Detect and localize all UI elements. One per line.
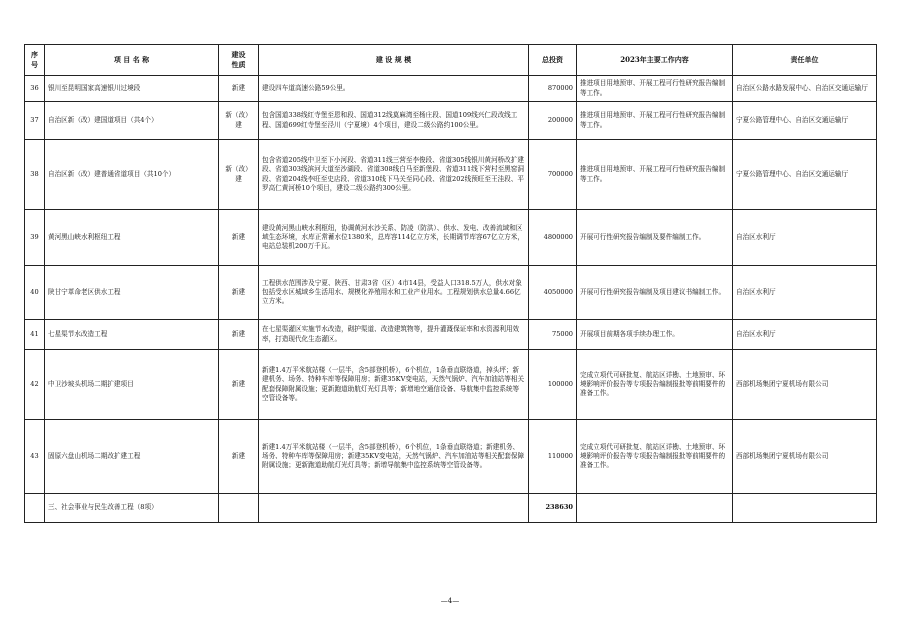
cell-name: 银川至昆明国家高速银川过境段 bbox=[45, 76, 219, 102]
header-no: 序号 bbox=[25, 45, 45, 76]
cell-kind: 新建 bbox=[219, 350, 259, 420]
section-title: 三、社会事业与民生改善工程（8项） bbox=[45, 494, 219, 523]
cell-unit: 宁夏公路管理中心、自治区交通运输厅 bbox=[733, 102, 877, 140]
page-number: —4— bbox=[440, 597, 460, 605]
cell-scale: 建设黄河黑山峡水利枢纽，协调黄河水沙关系、防凌（防洪）、供水、发电、改善流域和区域生态环境，水库正常蓄水位1380米，总库容114亿立方米，长期调节库容67亿立方米，电站总装机200万千瓦。 bbox=[259, 210, 529, 266]
cell-name: 自治区新（改）建普通省道项目（共10个） bbox=[45, 140, 219, 210]
cell-name: 黄河黑山峡水利枢纽工程 bbox=[45, 210, 219, 266]
cell-work: 推进项目用地预审、开展工程可行性研究报告编制等工作。 bbox=[577, 102, 733, 140]
cell-scale: 包含省道205线中卫至下小河段、省道311线三营至李俊段、省道305线银川黄河桥改扩建段、省道303线滨河大道至沙湖段、省道308线白马至新堡段、省道311线下营村至黑窑洞段、省道204线李旺至史店段、省道310线下马关至同心段、省道202线预旺至王洼段、平罗高仁黄河桥10个项目，建设二级公路约300公里。 bbox=[259, 140, 529, 210]
header-invest: 总投资 bbox=[529, 45, 577, 76]
header-kind: 建设 性质 bbox=[219, 45, 259, 76]
cell-kind: 新建 bbox=[219, 266, 259, 320]
table-row bbox=[25, 210, 877, 266]
cell-unit: 自治区水利厅 bbox=[733, 320, 877, 350]
cell-work: 完成立项代可研批复、航站区详勘、土地预审、环境影响评价报告等专项报告编制报批等前期要件的准备工作。 bbox=[577, 420, 733, 494]
cell-scale: 包含国道338线红寺堡至恩和段、国道312线莫麻湾至杨庄段、国道109线兴仁段改线工程、国道699红寺堡至泾川（宁夏境）4个项目，建设二级公路约100公里。 bbox=[259, 102, 529, 140]
header-unit: 责任单位 bbox=[733, 45, 877, 76]
cell-name: 固原六盘山机场二期改扩建工程 bbox=[45, 420, 219, 494]
cell-no: 43 bbox=[25, 420, 45, 494]
cell-work: 开展可行性研究报告编制及要件编制工作。 bbox=[577, 210, 733, 266]
cell-invest: 4050000 bbox=[529, 266, 577, 320]
cell-kind: 新建 bbox=[219, 420, 259, 494]
cell-invest: 100000 bbox=[529, 350, 577, 420]
cell-kind: 新建 bbox=[219, 76, 259, 102]
cell-scale: 在七星渠灌区实施节水改造，砌护渠道、改造建筑物等，提升灌溉保证率和水资源利用效率，打造现代化生态灌区。 bbox=[259, 320, 529, 350]
table-row bbox=[25, 420, 877, 494]
cell-unit: 宁夏公路管理中心、自治区交通运输厅 bbox=[733, 140, 877, 210]
cell-invest: 4800000 bbox=[529, 210, 577, 266]
cell-name: 自治区新（改）建国道项目（共4个） bbox=[45, 102, 219, 140]
header-name: 项 目 名 称 bbox=[45, 45, 219, 76]
cell-no: 42 bbox=[25, 350, 45, 420]
cell-work: 完成立项代可研批复、航站区详勘、土地预审、环境影响评价报告等专项报告编制报批等前期要件的准备工作。 bbox=[577, 350, 733, 420]
cell-scale: 新建1.4万平米航站楼（一层半，含5部登机桥），6个机位，1条垂直联络道，掉头坪；新建机务、场务、特种车库等保障用房；新建35KV变电站，天然气锅炉、汽车加油站等相关配套保障附属设施；更新跑道助航灯光灯具等；新增地空通信设备、导航集中监控系统等空管设备等。 bbox=[259, 350, 529, 420]
section-invest: 238630 bbox=[529, 494, 577, 523]
section-row bbox=[25, 494, 877, 523]
section-no-cell bbox=[25, 494, 45, 523]
cell-work: 开展项目前期各项手续办理工作。 bbox=[577, 320, 733, 350]
table-row bbox=[25, 320, 877, 350]
cell-unit: 西部机场集团宁夏机场有限公司 bbox=[733, 420, 877, 494]
cell-no: 38 bbox=[25, 140, 45, 210]
cell-unit: 自治区水利厅 bbox=[733, 210, 877, 266]
project-table bbox=[24, 44, 877, 523]
cell-no: 41 bbox=[25, 320, 45, 350]
header-row bbox=[25, 45, 877, 76]
cell-unit: 自治区公路水路发展中心、自治区交通运输厅 bbox=[733, 76, 877, 102]
cell-kind: 新建 bbox=[219, 210, 259, 266]
cell-invest: 75000 bbox=[529, 320, 577, 350]
cell-scale: 建设四车道高速公路59公里。 bbox=[259, 76, 529, 102]
cell-work: 推进项目用地预审、开展工程可行性研究报告编制等工作。 bbox=[577, 140, 733, 210]
cell-unit: 西部机场集团宁夏机场有限公司 bbox=[733, 350, 877, 420]
header-scale: 建 设 规 模 bbox=[259, 45, 529, 76]
table-row bbox=[25, 102, 877, 140]
cell-name: 中卫沙坡头机场二期扩建项目 bbox=[45, 350, 219, 420]
cell-kind: 新（改） 建 bbox=[219, 140, 259, 210]
cell-invest: 110000 bbox=[529, 420, 577, 494]
section-scale-cell bbox=[259, 494, 529, 523]
cell-kind: 新建 bbox=[219, 320, 259, 350]
section-unit-cell bbox=[733, 494, 877, 523]
cell-work: 推进项目用地预审、开展工程可行性研究报告编制等工作。 bbox=[577, 76, 733, 102]
cell-no: 39 bbox=[25, 210, 45, 266]
table-row bbox=[25, 140, 877, 210]
cell-work: 开展可行性研究报告编制及项目建议书编制工作。 bbox=[577, 266, 733, 320]
header-work: 2023年主要工作内容 bbox=[577, 45, 733, 76]
cell-no: 36 bbox=[25, 76, 45, 102]
cell-invest: 200000 bbox=[529, 102, 577, 140]
cell-name: 七星渠节水改造工程 bbox=[45, 320, 219, 350]
table-row bbox=[25, 266, 877, 320]
cell-invest: 700000 bbox=[529, 140, 577, 210]
cell-scale: 新建1.4万平米航站楼（一层半，含5部登机桥），6个机位，1条垂直联络道；新建机务、场务、特种车库等保障用房；新建35KV变电站，天然气锅炉、汽车加油站等相关配套保障附属设施；更新跑道助航灯光灯具等；新增导航集中监控系统等空管设备等。 bbox=[259, 420, 529, 494]
cell-unit: 自治区水利厅 bbox=[733, 266, 877, 320]
cell-kind: 新（改） 建 bbox=[219, 102, 259, 140]
cell-no: 40 bbox=[25, 266, 45, 320]
cell-name: 陕甘宁革命老区供水工程 bbox=[45, 266, 219, 320]
table-row bbox=[25, 76, 877, 102]
section-kind-cell bbox=[219, 494, 259, 523]
cell-no: 37 bbox=[25, 102, 45, 140]
table-row bbox=[25, 350, 877, 420]
cell-scale: 工程供水范围涉及宁夏、陕西、甘肃3省（区）4市14县，受益人口318.5万人，供水对象包括受水区城域乡生活用水、规模化养殖用水和工业产业用水。工程规划供水总量4.66亿立方米。 bbox=[259, 266, 529, 320]
cell-invest: 870000 bbox=[529, 76, 577, 102]
section-work-cell bbox=[577, 494, 733, 523]
